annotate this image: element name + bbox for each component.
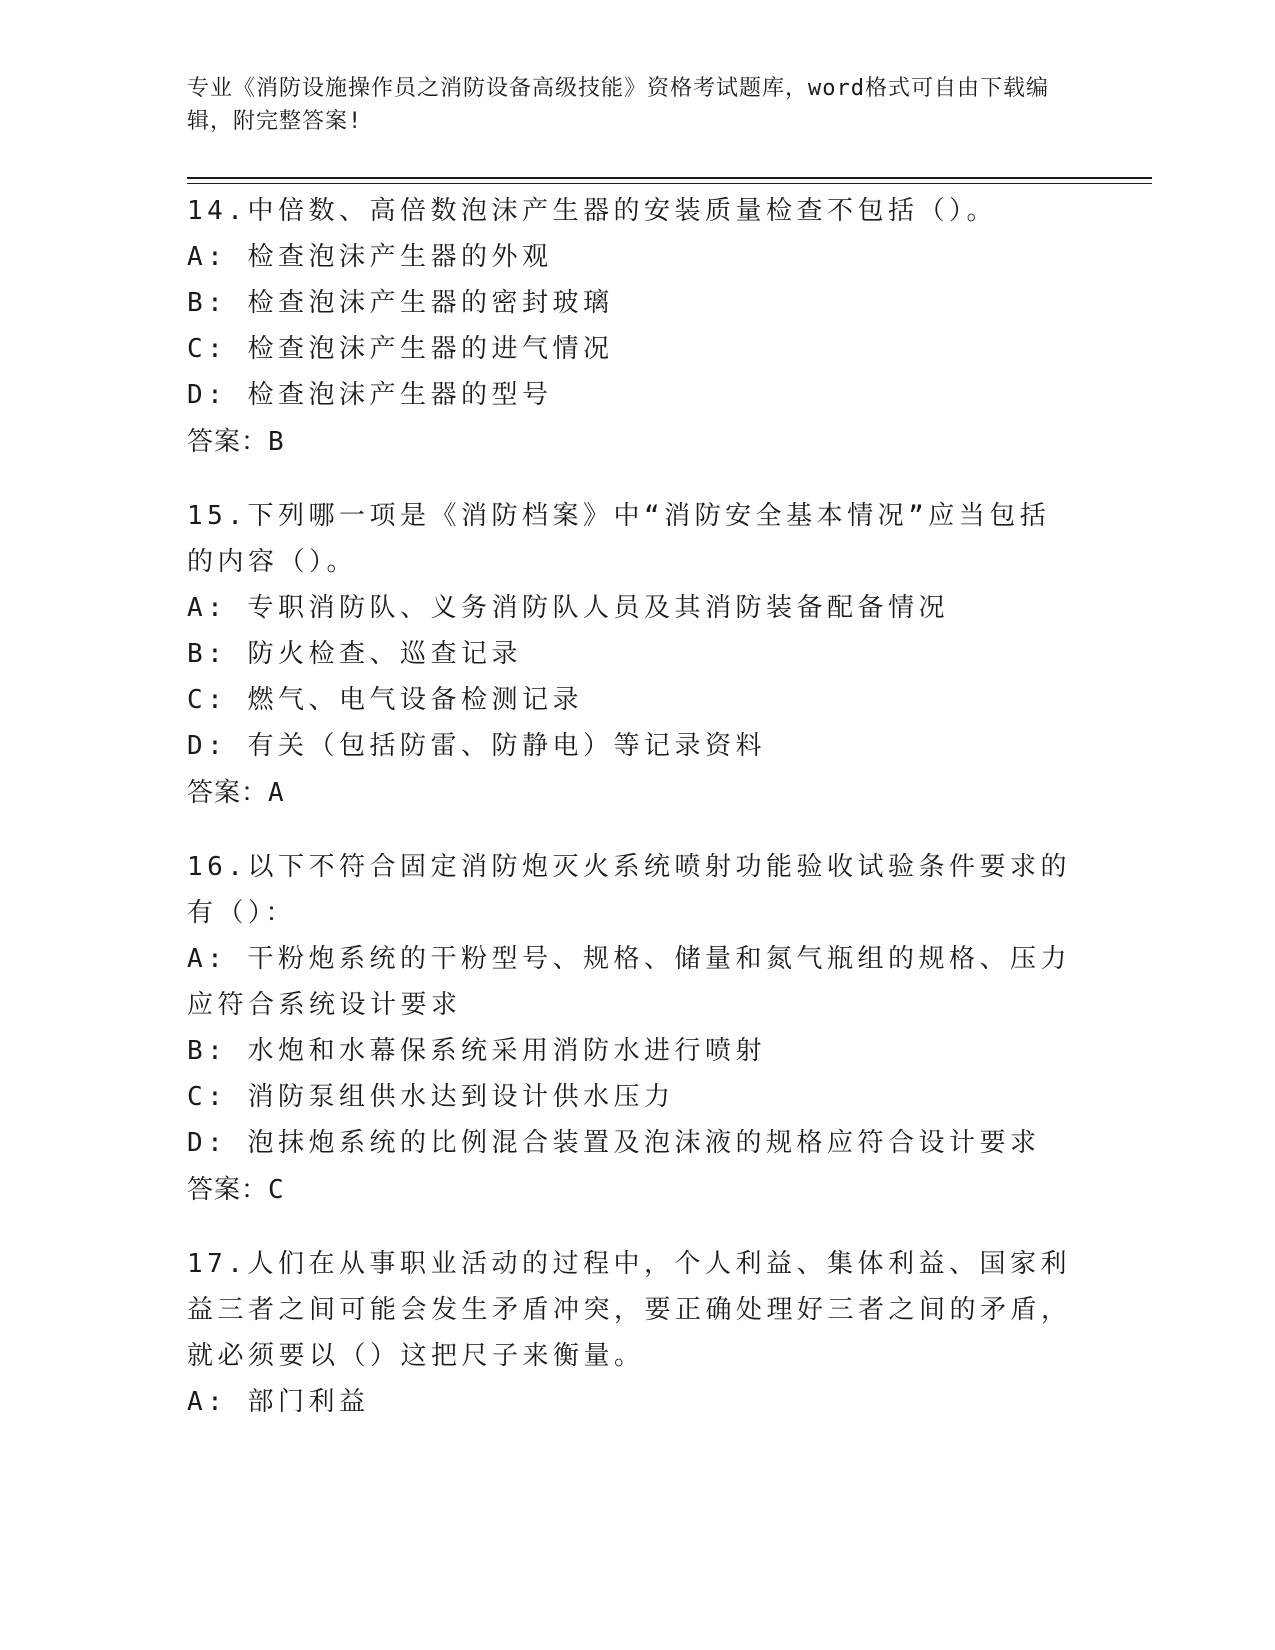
option-c <box>187 326 1077 372</box>
option-c <box>187 677 1077 723</box>
option-key: B: <box>187 639 228 669</box>
option-a <box>187 585 1077 631</box>
option-text: 防火检查、巡查记录 <box>247 639 522 669</box>
option-b <box>187 631 1077 677</box>
option-d <box>187 1120 1077 1166</box>
header-divider-thin <box>187 183 1152 184</box>
option-key: D: <box>187 731 228 761</box>
option-b <box>187 280 1077 326</box>
option-text: 部门利益 <box>247 1387 370 1417</box>
option-text: 检查泡沫产生器的进气情况 <box>247 334 614 364</box>
question-14 <box>187 188 1077 465</box>
question-stem: 16.以下不符合固定消防炮灭火系统喷射功能验收试验条件要求的有（）： <box>187 852 1071 928</box>
option-text: 水炮和水幕保系统采用消防水进行喷射 <box>247 1036 766 1066</box>
option-d <box>187 372 1077 418</box>
option-text: 消防泵组供水达到设计供水压力 <box>247 1082 675 1112</box>
option-key: D: <box>187 1128 228 1158</box>
option-key: A: <box>187 242 228 272</box>
option-key: A: <box>187 1387 228 1417</box>
option-key: A: <box>187 593 228 623</box>
answer-line <box>187 769 1077 816</box>
answer-label: 答案： <box>187 426 269 456</box>
answer-line <box>187 1166 1077 1213</box>
question-stem: 14.中倍数、高倍数泡沫产生器的安装质量检查不包括（）。 <box>187 196 997 226</box>
option-text: 干粉炮系统的干粉型号、规格、储量和氮气瓶组的规格、压力应符合系统设计要求 <box>187 944 1071 1020</box>
option-text: 泡抹炮系统的比例混合装置及泡沫液的规格应符合设计要求 <box>247 1128 1041 1158</box>
option-text: 有关（包括防雷、防静电）等记录资料 <box>247 731 766 761</box>
option-text: 燃气、电气设备检测记录 <box>247 685 583 715</box>
option-key: C: <box>187 1082 228 1112</box>
option-key: B: <box>187 288 228 318</box>
question-16 <box>187 844 1077 1213</box>
option-key: C: <box>187 685 228 715</box>
option-c <box>187 1074 1077 1120</box>
option-key: C: <box>187 334 228 364</box>
option-key: A: <box>187 944 228 974</box>
question-stem: 15.下列哪一项是《消防档案》中“消防安全基本情况”应当包括的内容（）。 <box>187 501 1051 577</box>
option-text: 检查泡沫产生器的型号 <box>247 380 553 410</box>
answer-value: A <box>268 778 285 808</box>
option-key: B: <box>187 1036 228 1066</box>
option-text: 检查泡沫产生器的密封玻璃 <box>247 288 614 318</box>
question-stem: 17.人们在从事职业活动的过程中，个人利益、集体利益、国家利益三者之间可能会发生矛盾冲突，要正确处理好三者之间的矛盾，就必须要以（）这把尺子来衡量。 <box>187 1249 1072 1371</box>
answer-line <box>187 418 1077 465</box>
option-text: 专职消防队、义务消防队人员及其消防装备配备情况 <box>247 593 949 623</box>
option-text: 检查泡沫产生器的外观 <box>247 242 553 272</box>
question-15 <box>187 493 1077 816</box>
answer-label: 答案： <box>187 1174 269 1204</box>
option-a <box>187 234 1077 280</box>
question-list <box>187 188 1077 1453</box>
option-a <box>187 936 1077 1028</box>
option-d <box>187 723 1077 769</box>
option-b <box>187 1028 1077 1074</box>
header-divider-thick <box>187 177 1152 179</box>
question-17 <box>187 1241 1077 1425</box>
option-a <box>187 1379 1077 1425</box>
answer-value: C <box>268 1175 285 1205</box>
option-key: D: <box>187 380 228 410</box>
answer-label: 答案： <box>187 777 269 807</box>
document-header: 专业《消防设施操作员之消防设备高级技能》资格考试题库，word格式可自由下载编辑，附完整答案! <box>187 76 1049 134</box>
answer-value: B <box>268 427 285 457</box>
